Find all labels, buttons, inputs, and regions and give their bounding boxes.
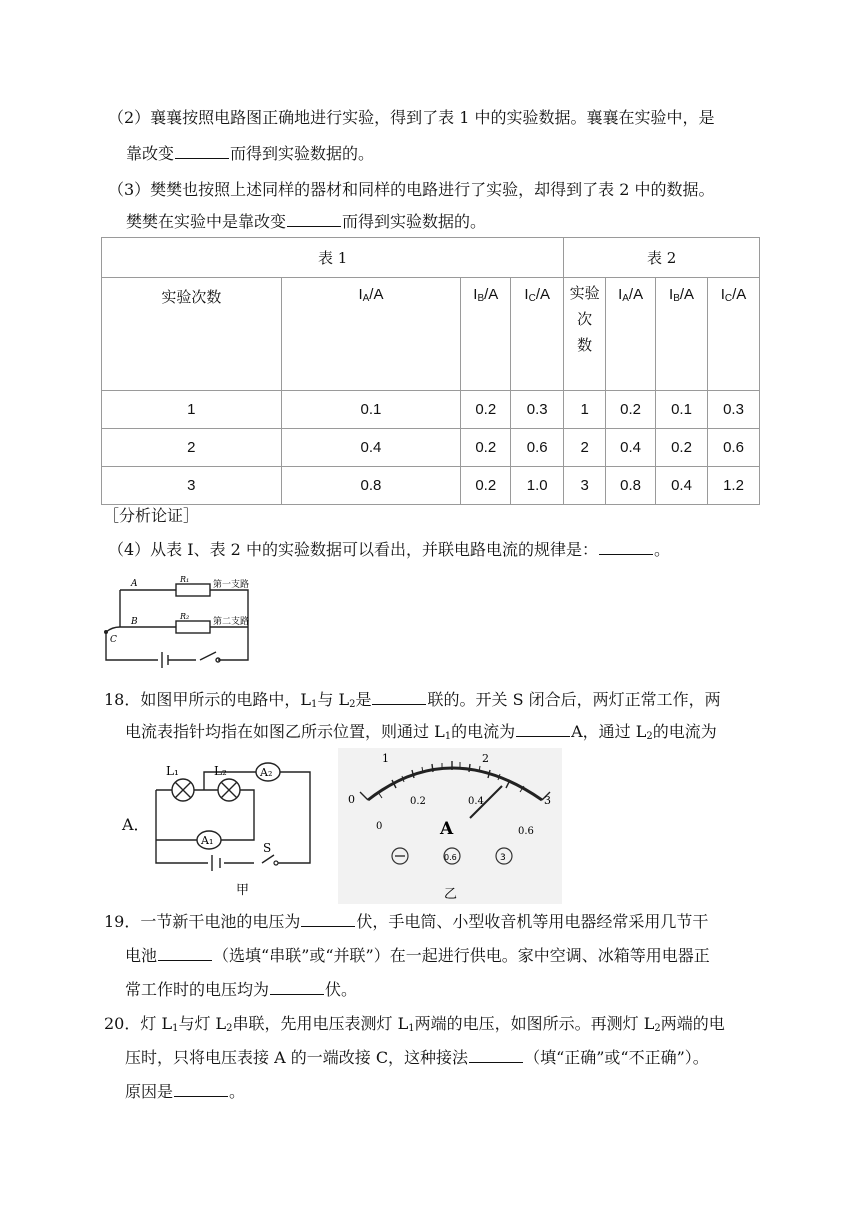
header-ib-2: $I_B/A$ [656, 278, 708, 391]
dial-bottom-02: 0.2 [410, 796, 426, 807]
label-branch2: 第二支路 [213, 617, 250, 627]
cell: 1.0 [511, 467, 564, 505]
ammeter-dial-figure [338, 748, 562, 904]
answer-blank [599, 540, 653, 555]
q4-line: （4）从表 I、表 2 中的实验数据可以看出，并联电路电流的规律是： 。 [108, 540, 670, 559]
label-l2: L₂ [214, 764, 227, 778]
header-ia: $I_A/A$ [281, 278, 461, 391]
label-c: C [110, 635, 117, 645]
cell: 0.3 [708, 391, 760, 429]
q19-line3: 常工作时的电压均为 伏。 [125, 980, 358, 999]
cell: 0.2 [656, 429, 708, 467]
cell: 3 [564, 467, 606, 505]
data-table [101, 237, 760, 505]
q20-line2: 压时，只将电压表接 A 的一端改接 C，这种接法 （填“正确”或“不正确”）。 [125, 1048, 709, 1067]
caption-jia: 甲 [236, 883, 250, 898]
label-a1: A₁ [201, 834, 214, 847]
cell: 0.4 [656, 467, 708, 505]
cell: 0.3 [511, 391, 564, 429]
cell: 0.2 [461, 391, 511, 429]
table-row [102, 467, 760, 505]
label-r2: R₂ [180, 612, 190, 621]
header-ic: $I_C/A$ [511, 278, 564, 391]
section-heading: ［分析论证］ [103, 506, 200, 525]
dial-top-2: 2 [482, 752, 489, 765]
table2-title: 表 2 [564, 238, 760, 278]
svg-text:3: 3 [500, 853, 506, 863]
cell: 1 [564, 391, 606, 429]
q2-line2: 靠改变 而得到实验数据的。 [126, 144, 375, 163]
q3-line2: 樊樊在实验中是靠改变 而得到实验数据的。 [126, 212, 487, 231]
answer-blank [270, 980, 324, 995]
header-count: 实验次数 [102, 278, 282, 391]
cell: 1.2 [708, 467, 760, 505]
q20-line1: 20．灯 $L_1$与灯 $L_2$串联，先用电压表测灯 $L_1$两端的电压，如图所示。再测灯 $L_2$两端的电 [104, 1014, 725, 1034]
cell: 3 [102, 467, 282, 505]
cell: 0.2 [461, 467, 511, 505]
cell: 0.6 [511, 429, 564, 467]
answer-blank [301, 912, 355, 927]
q18-line3: A． [122, 815, 150, 834]
answer-blank [158, 946, 212, 961]
header-count-2: 实验 次 数 [564, 278, 606, 391]
cell: 2 [564, 429, 606, 467]
cell: 0.1 [281, 391, 461, 429]
q19-line2: 电池 （选填“串联”或“并联”）在一起进行供电。家中空调、冰箱等用电器正 [125, 946, 710, 965]
cell: 0.2 [461, 429, 511, 467]
q2-line1: （2）襄襄按照电路图正确地进行实验，得到了表 1 中的实验数据。襄襄在实验中，是 [108, 108, 715, 127]
label-branch1: 第一支路 [213, 580, 250, 590]
header-ia-2: $I_A/A$ [606, 278, 656, 391]
cell: 0.4 [281, 429, 461, 467]
dial-top-0: 0 [348, 793, 355, 806]
label-r1: R₁ [180, 575, 190, 584]
q18-line2: 电流表指针均指在如图乙所示位置，则通过 $L_1$的电流为 A，通过 $L_2$的电流为 [125, 722, 717, 742]
q18-line1: 18．如图甲所示的电路中，$L_1$与 $L_2$是 联的。开关 S 闭合后，两灯正常工作，两 [104, 690, 721, 710]
caption-yi: 乙 [444, 887, 458, 902]
label-a2: A₂ [260, 766, 273, 779]
answer-blank [174, 1082, 228, 1097]
answer-blank [287, 212, 341, 227]
answer-blank [372, 690, 426, 705]
dial-unit-letter: A [440, 819, 454, 839]
table-row [102, 429, 760, 467]
cell: 1 [102, 391, 282, 429]
dial-bottom-04: 0.4 [468, 796, 484, 807]
q19-line1: 19．一节新干电池的电压为 伏，手电筒、小型收音机等用电器经常采用几节干 [104, 912, 709, 931]
dial-bottom-0: 0 [376, 821, 383, 832]
cell: 0.6 [708, 429, 760, 467]
label-s: S [263, 841, 272, 855]
circuit-jia-figure [150, 760, 320, 900]
cell: 0.8 [606, 467, 656, 505]
table1-title: 表 1 [102, 238, 564, 278]
dial-top-1: 1 [382, 752, 389, 765]
svg-text:0.6: 0.6 [444, 853, 457, 862]
answer-blank [469, 1048, 523, 1063]
dial-top-3: 3 [544, 794, 551, 807]
label-a: A [131, 579, 138, 589]
label-b: B [131, 617, 138, 627]
cell: 2 [102, 429, 282, 467]
q20-line3: 原因是 。 [125, 1082, 246, 1101]
answer-blank [175, 144, 229, 159]
label-l1: L₁ [166, 764, 179, 778]
dial-bottom-06: 0.6 [518, 826, 534, 837]
answer-blank [516, 722, 570, 737]
cell: 0.2 [606, 391, 656, 429]
parallel-circuit-figure [100, 572, 256, 668]
q3-line1: （3）樊樊也按照上述同样的器材和同样的电路进行了实验，却得到了表 2 中的数据。 [108, 180, 715, 199]
table-row [102, 391, 760, 429]
header-ic-2: $I_C/A$ [708, 278, 760, 391]
cell: 0.8 [281, 467, 461, 505]
cell: 0.1 [656, 391, 708, 429]
cell: 0.4 [606, 429, 656, 467]
header-ib: $I_B/A$ [461, 278, 511, 391]
